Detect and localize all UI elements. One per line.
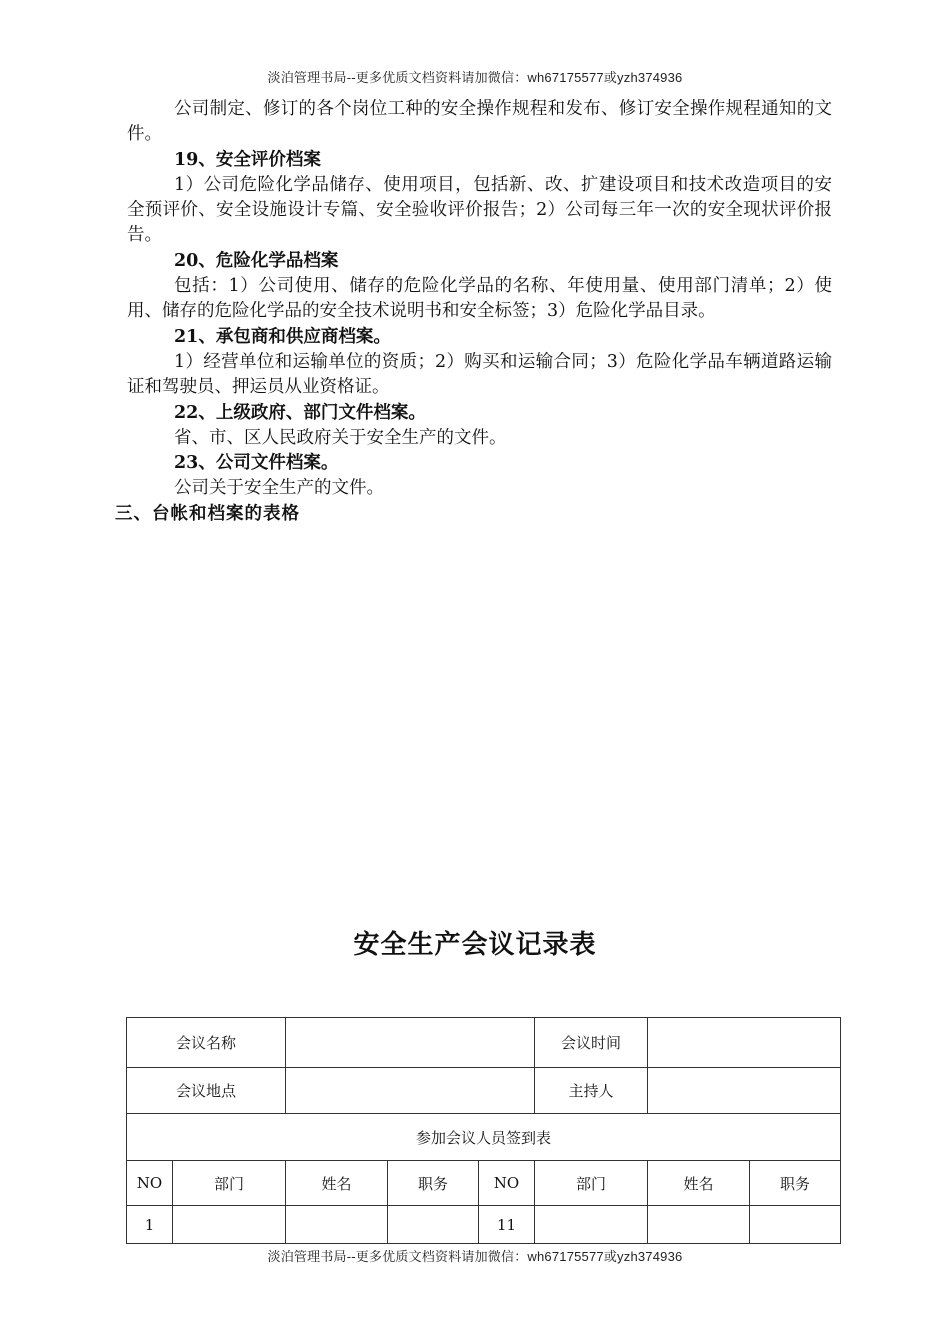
table-row [127,1068,841,1114]
table-cell[interactable] [286,1206,388,1244]
section-22-title: 22、上级政府、部门文件档案。 [174,402,426,423]
table-cell[interactable] [535,1206,648,1244]
section-19-text: 1）公司危险化学品储存、使用项目，包括新、改、扩建设项目和技术改造项目的安全预评价、安全设施设计专篇、安全验收评价报告；2）公司每三年一次的安全现状评价报告。 [127,174,832,246]
section-23-title: 23、公司文件档案。 [174,453,339,474]
section-22-text: 省、市、区人民政府关于安全生产的文件。 [174,427,507,448]
column-header: 姓名 [286,1161,388,1206]
host-field[interactable] [648,1068,841,1114]
table-cell-no: 11 [479,1206,535,1244]
column-header: NO [127,1161,173,1206]
section-20-text: 包括：1）公司使用、储存的危险化学品的名称、年使用量、使用部门清单；2）使用、储存的危险化学品的安全技术说明书和安全标签；3）危险化学品目录。 [127,276,832,322]
column-header: 部门 [173,1161,286,1206]
part-3-title: 三、台帐和档案的表格 [115,503,300,524]
meeting-time-field[interactable] [648,1018,841,1068]
column-header: 部门 [535,1161,648,1206]
table-cell[interactable] [648,1206,750,1244]
column-header: 职务 [388,1161,479,1206]
section-19-title: 19、安全评价档案 [174,149,321,170]
page-header: 淡泊管理书局--更多优质文档资料请加微信：wh67175577或yzh374936 [267,70,683,85]
meeting-place-label: 会议地点 [127,1068,286,1114]
page-footer: 淡泊管理书局--更多优质文档资料请加微信：wh67175577或yzh374936 [267,1249,683,1264]
meeting-time-label: 会议时间 [535,1018,648,1068]
section-21-text: 1）经营单位和运输单位的资质；2）购买和运输合同；3）危险化学品车辆道路运输证和驾驶员、押运员从业资格证。 [127,351,832,398]
column-header: 姓名 [648,1161,750,1206]
meeting-record-table [126,1017,841,1244]
meeting-name-field[interactable] [286,1018,535,1068]
table-cell[interactable] [388,1206,479,1244]
paragraph-18-continued: 公司制定、修订的各个岗位工种的安全操作规程和发布、修订安全操作规程通知的文件。 [127,99,832,145]
column-header: NO [479,1161,535,1206]
column-header: 职务 [750,1161,841,1206]
table-header-row [127,1161,841,1206]
meeting-name-label: 会议名称 [127,1018,286,1068]
section-20-title: 20、危险化学品档案 [174,250,339,271]
meeting-place-field[interactable] [286,1068,535,1114]
section-21-title: 21、承包商和供应商档案。 [174,326,391,347]
signin-title: 参加会议人员签到表 [127,1114,841,1161]
host-label: 主持人 [535,1068,648,1114]
table-row [127,1018,841,1068]
table-cell[interactable] [173,1206,286,1244]
document-body [115,97,832,527]
table-cell[interactable] [750,1206,841,1244]
table-cell-no: 1 [127,1206,173,1244]
form-title: 安全生产会议记录表 [353,930,597,960]
section-23-text: 公司关于安全生产的文件。 [174,478,384,499]
table-row [127,1206,841,1244]
table-row [127,1114,841,1161]
